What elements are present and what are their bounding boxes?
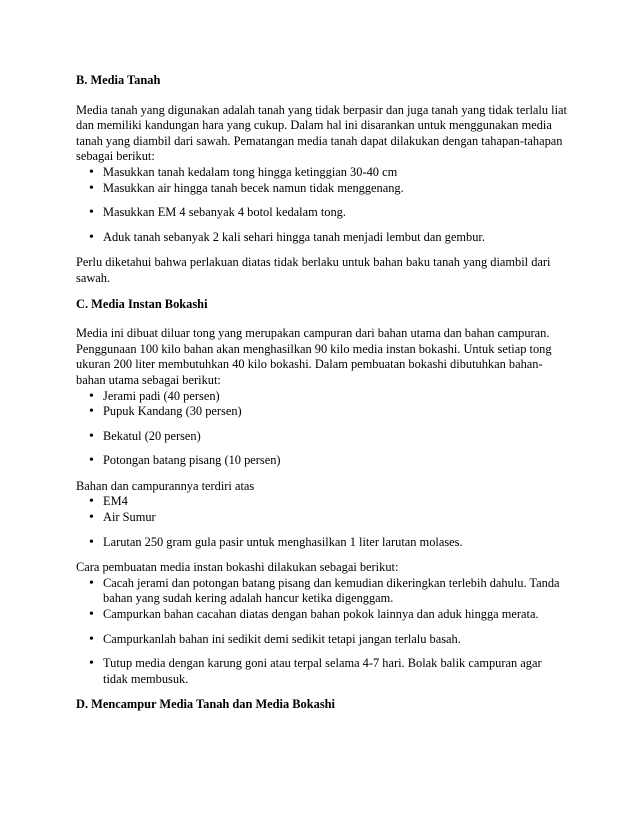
list-item: • Larutan 250 gram gula pasir untuk menghasilkan 1 liter larutan molases. (103, 535, 568, 551)
document-page (76, 73, 568, 713)
list-item: • Air Sumur (103, 510, 568, 526)
section-heading-mencampur-media: D. Mencampur Media Tanah dan Media Bokashi (76, 697, 335, 712)
list-item: • Aduk tanah sebanyak 2 kali sehari hingga tanah menjadi lembut dan gembur. (103, 230, 568, 246)
list-item: • Bekatul (20 persen) (103, 429, 568, 445)
list-item: • Campurkanlah bahan ini sedikit demi sedikit tetapi jangan terlalu basah. (103, 632, 568, 648)
list-item: • Potongan batang pisang (10 persen) (103, 453, 568, 469)
list-item: • Jerami padi (40 persen) (103, 389, 568, 405)
list-item: • Pupuk Kandang (30 persen) (103, 404, 568, 420)
list-item: • Cacah jerami dan potongan batang pisang dan kemudian dikeringkan terlebih dahulu. Tanda bahan yang sudah kering adalah hancur ketika digenggam. (103, 576, 568, 607)
paragraph-bokashi-method-intro: Cara pembuatan media instan bokashi dilakukan sebagai berikut: (76, 560, 399, 575)
paragraph-media-tanah-note: Perlu diketahui bahwa perlakuan diatas tidak berlaku untuk bahan baku tanah yang diambil dari sawah. (76, 255, 551, 285)
paragraph-bokashi-intro: Media ini dibuat diluar tong yang merupakan campuran dari bahan utama dan bahan campuran. Penggunaan 100 kilo bahan akan menghasilkan 90 kilo media instan bokashi. Untuk setiap tong ukuran 200 liter membutuhkan 40 kilo bokashi. Dalam pembuatan bokashi dibutuhkan bahan-bahan utama sebagai berikut: (76, 326, 552, 387)
list-bokashi-main-materials (76, 389, 568, 469)
list-bokashi-mix-materials (76, 494, 568, 550)
paragraph-bokashi-mix-intro: Bahan dan campurannya terdiri atas (76, 478, 255, 493)
list-item: • Masukkan EM 4 sebanyak 4 botol kedalam tong. (103, 205, 568, 221)
list-item: • Masukkan air hingga tanah becek namun tidak menggenang. (103, 181, 568, 197)
list-bokashi-method-steps (76, 576, 568, 688)
list-media-tanah-steps (76, 165, 568, 245)
list-item: • Masukkan tanah kedalam tong hingga ketinggian 30-40 cm (103, 165, 568, 181)
section-heading-media-tanah: B. Media Tanah (76, 73, 161, 87)
list-item: • EM4 (103, 494, 568, 510)
section-heading-media-instan-bokashi: C. Media Instan Bokashi (76, 296, 208, 311)
list-item: • Tutup media dengan karung goni atau terpal selama 4-7 hari. Bolak balik campuran agar tidak membusuk. (103, 656, 568, 687)
paragraph-media-tanah-intro: Media tanah yang digunakan adalah tanah yang tidak berpasir dan juga tanah yang tidak terlalu liat dan memiliki kandungan hara yang cukup. Dalam hal ini disarankan untuk menggunakan media tanah yang diambil dari sawah. Pematangan media tanah dapat dilakukan dengan tahapan-tahapan sebagai berikut: (76, 102, 567, 164)
list-item: • Campurkan bahan cacahan diatas dengan bahan pokok lainnya dan aduk hingga merata. (103, 607, 568, 623)
